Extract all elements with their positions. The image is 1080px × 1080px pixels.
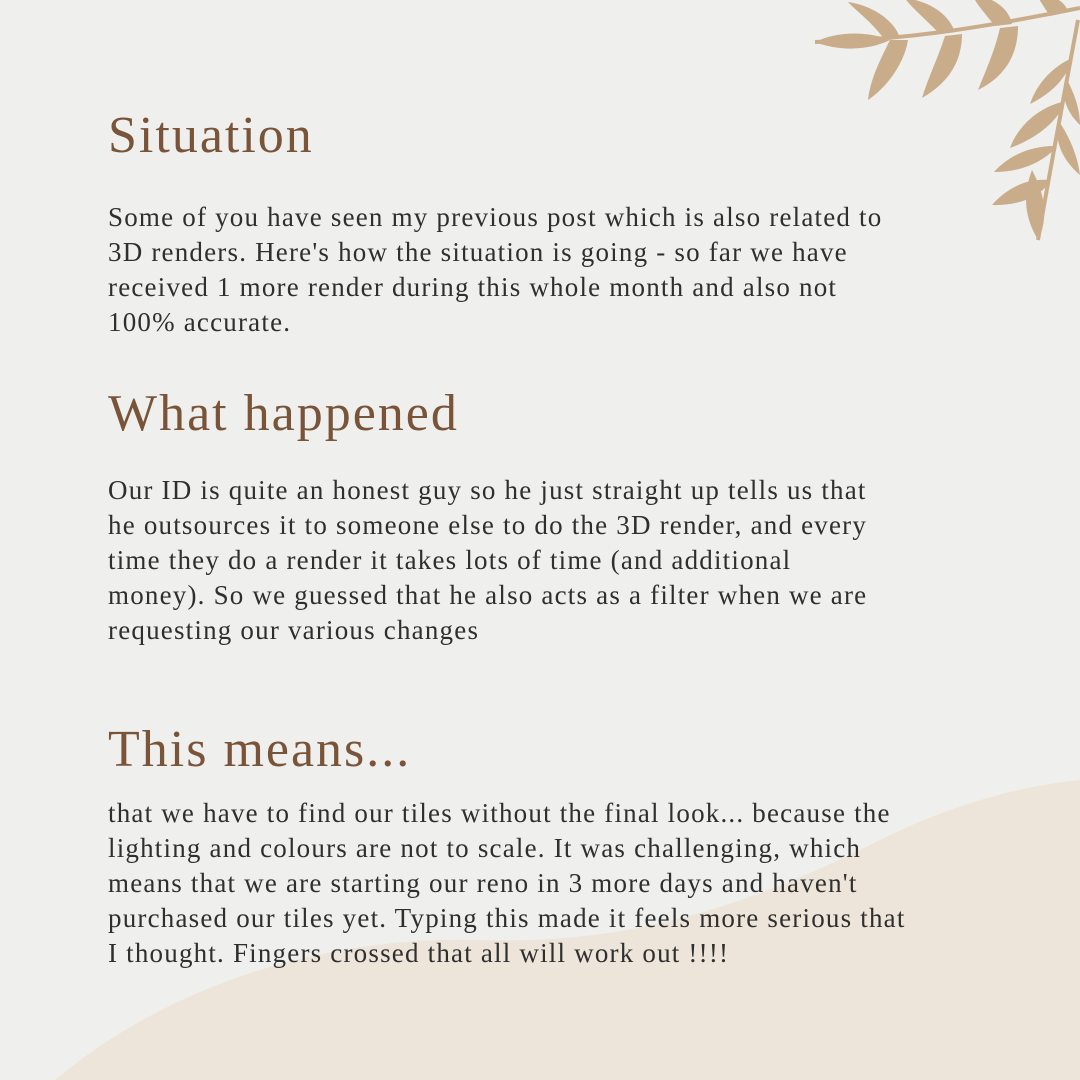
section-paragraph (108, 473, 1008, 648)
paragraph-line: Some of you have seen my previous post which is also related to (108, 202, 883, 232)
section-heading: This means... (108, 721, 412, 778)
paragraph-line: purchased our tiles yet. Typing this made it feels more serious that (108, 903, 906, 933)
paragraph-line: time they do a render it takes lots of time (and additional (108, 545, 792, 575)
paragraph-line: lighting and colours are not to scale. It was challenging, which (108, 833, 862, 863)
paragraph-line: 100% accurate. (108, 307, 292, 337)
section-heading: Situation (108, 107, 314, 164)
paragraph-line: Our ID is quite an honest guy so he just straight up tells us that (108, 475, 867, 505)
paragraph-line: received 1 more render during this whole month and also not (108, 272, 838, 302)
section-paragraph (108, 200, 1008, 340)
paragraph-line: requesting our various changes (108, 615, 480, 645)
paragraph-line: he outsources it to someone else to do the 3D render, and every (108, 510, 868, 540)
paragraph-line: that we have to find our tiles without the final look... because the (108, 798, 891, 828)
section-heading: What happened (108, 385, 459, 442)
section-situation (108, 107, 1008, 340)
paragraph-line: 3D renders. Here's how the situation is going - so far we have (108, 237, 848, 267)
section-this-means (108, 721, 1008, 971)
section-what-happened (108, 385, 1008, 648)
paragraph-line: money). So we guessed that he also acts as a filter when we are (108, 580, 868, 610)
paragraph-line: I thought. Fingers crossed that all will work out !!!! (108, 938, 730, 968)
section-paragraph (108, 796, 1018, 971)
paragraph-line: means that we are starting our reno in 3 more days and haven't (108, 868, 858, 898)
